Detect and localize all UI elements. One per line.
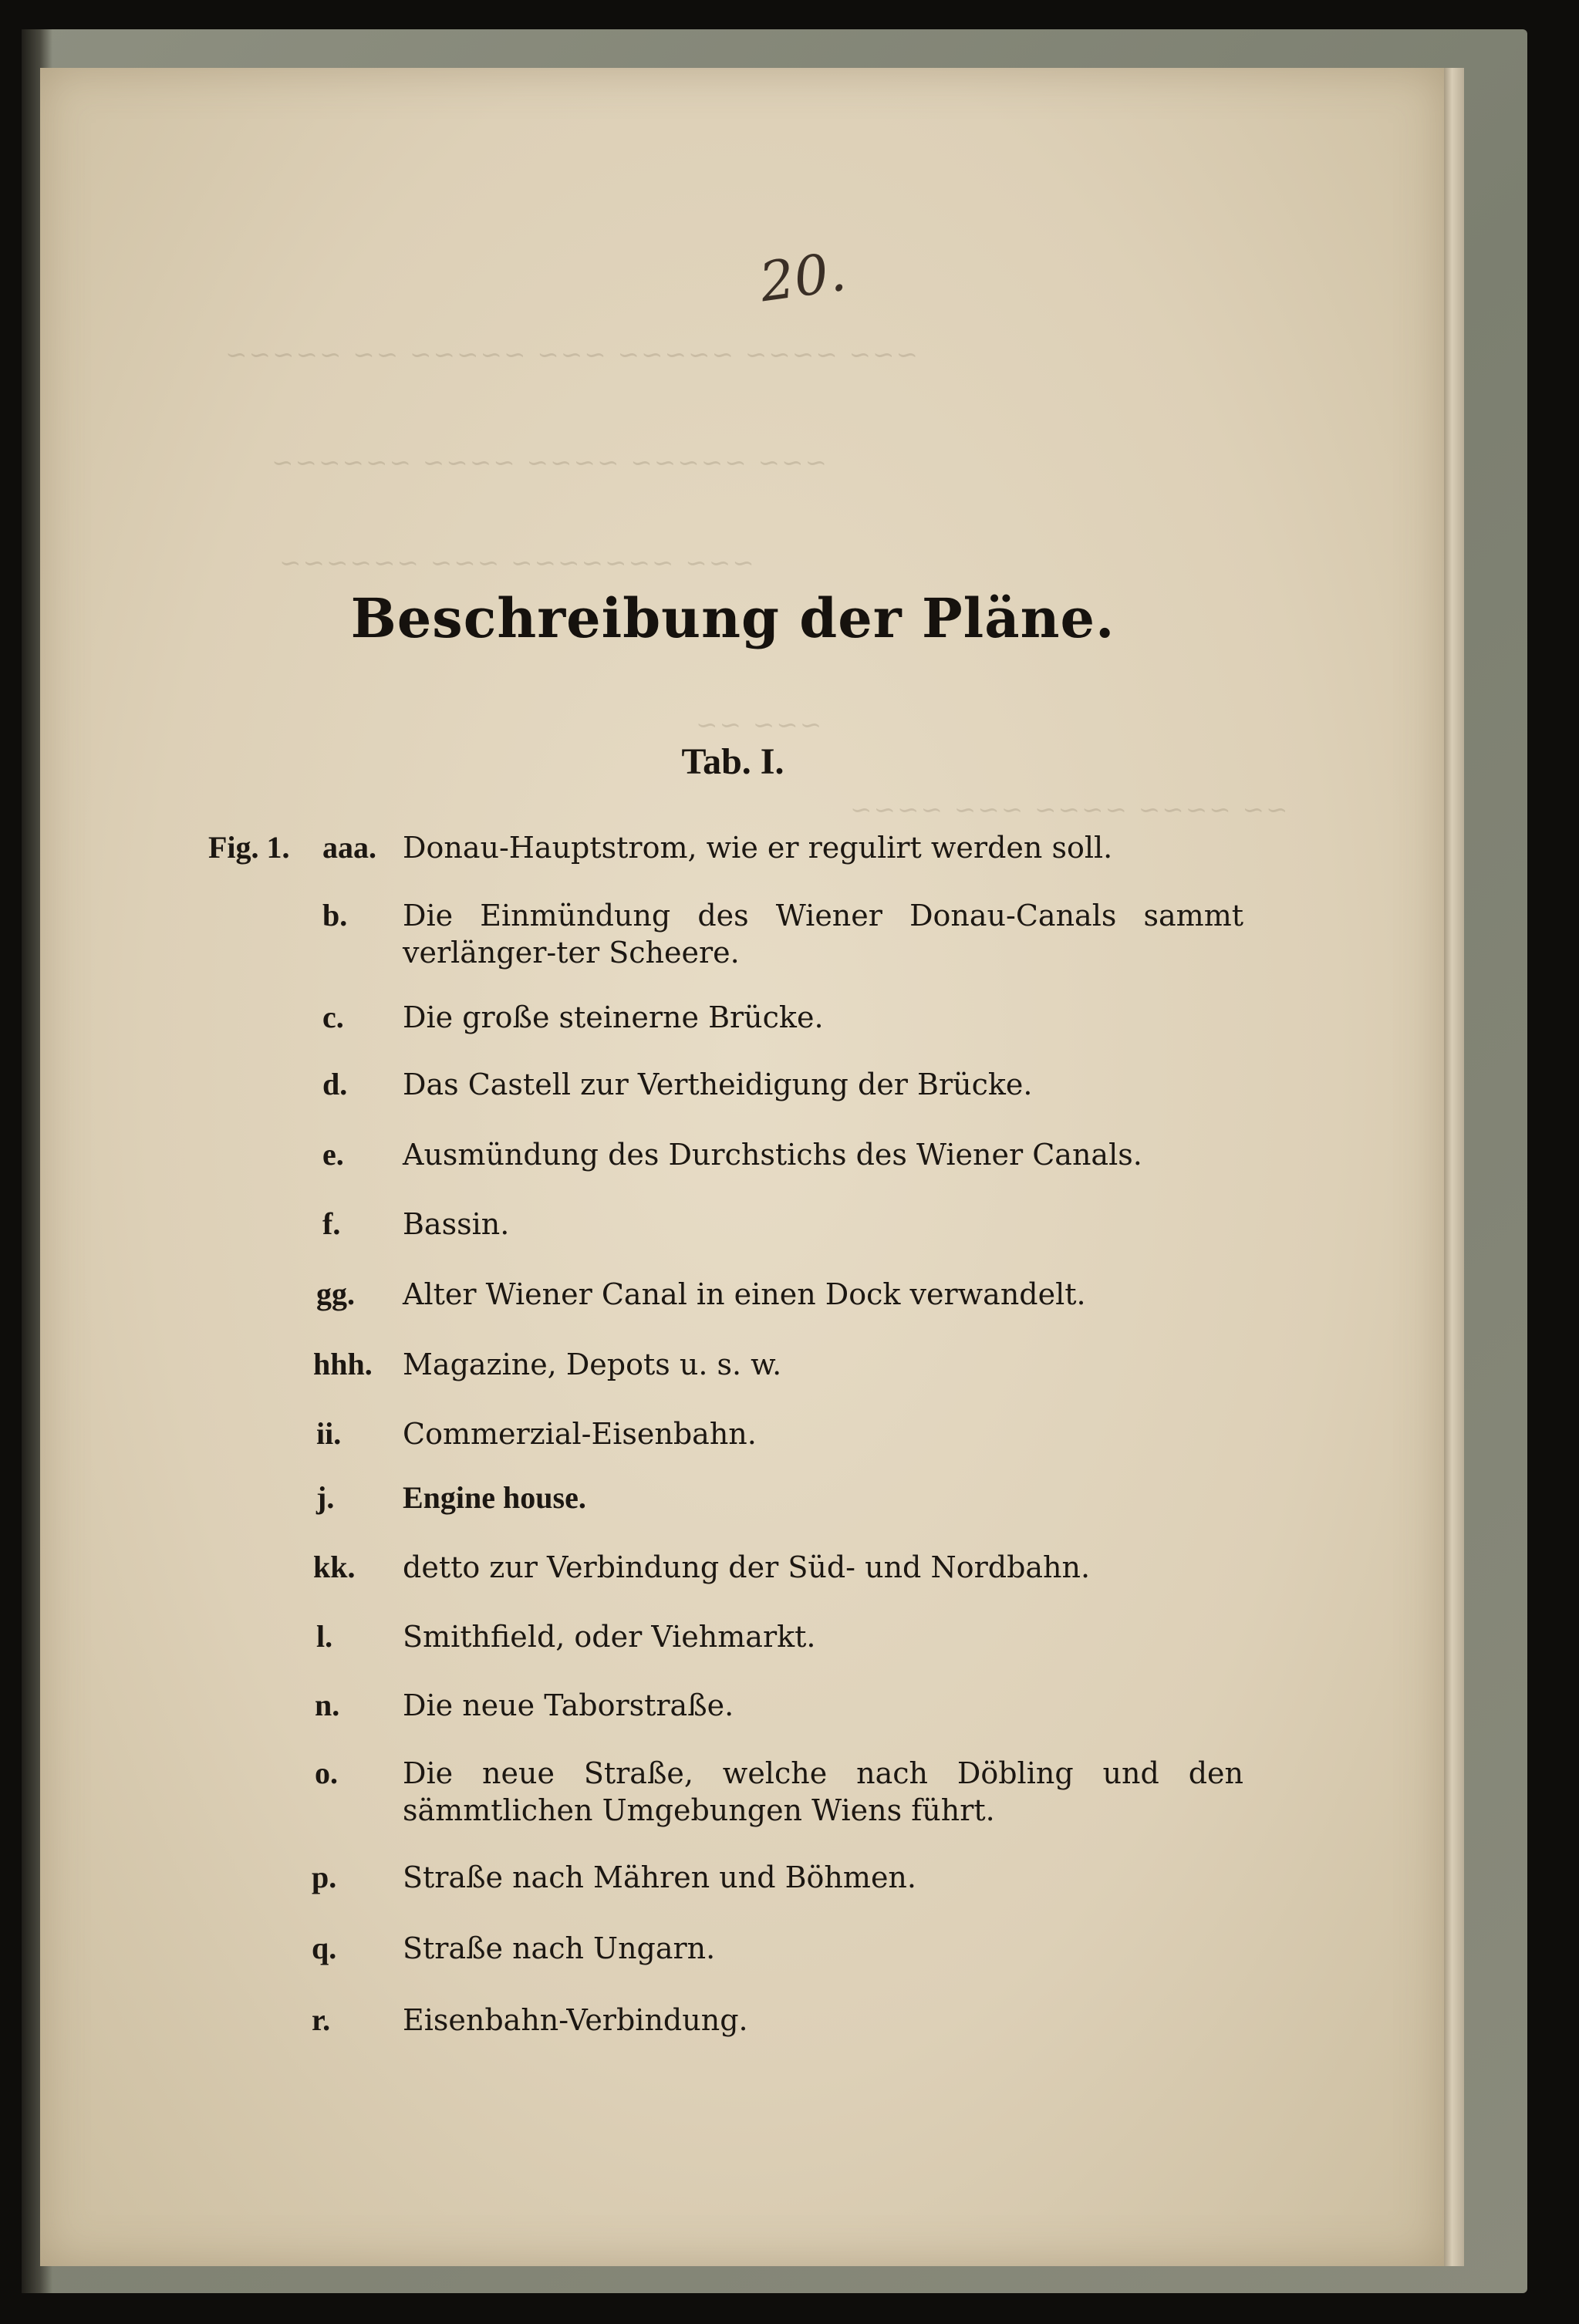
legend-text: Smithfield, oder Viehmarkt.	[403, 1620, 816, 1654]
legend-text: Donau-Hauptstrom, wie er regulirt werden soll.	[403, 831, 1113, 865]
legend-label: ii.	[316, 1416, 342, 1451]
legend-text: Straße nach Ungarn.	[403, 1931, 716, 1965]
show-through-line: ~~~ ~~~~ ~~~~~ ~~~ ~~~~~ ~~ ~~~~~	[224, 339, 919, 370]
legend-label: d.	[322, 1067, 348, 1101]
legend-label: c.	[322, 1000, 344, 1034]
show-through-line: ~~ ~~~~ ~~~~ ~~~ ~~~~	[849, 794, 1288, 825]
legend-label: e.	[322, 1137, 344, 1172]
legend-label: o.	[315, 1756, 338, 1790]
legend-text: Commerzial-Eisenbahn.	[403, 1417, 757, 1451]
legend-text: Ausmündung des Durchstichs des Wiener Canals.	[403, 1138, 1142, 1172]
legend-text: Engine house.	[403, 1480, 586, 1515]
legend-label: n.	[315, 1688, 340, 1722]
legend-text: Die neue Taborstraße.	[403, 1688, 734, 1722]
page-stack-edge	[1444, 68, 1464, 2266]
legend-text: Die Einmündung des Wiener Donau-Canals sammt verlänger-ter Scheere.	[403, 899, 1243, 970]
legend-text: Alter Wiener Canal in einen Dock verwandelt.	[403, 1277, 1086, 1311]
legend-text: Die neue Straße, welche nach Döbling und den sämmtlichen Umgebungen Wiens führt.	[403, 1756, 1243, 1827]
legend-text: Eisenbahn-Verbindung.	[403, 2003, 748, 2037]
legend-label: r.	[312, 2002, 331, 2037]
legend-label: gg.	[316, 1277, 355, 1311]
figure-label: Fig. 1.	[208, 830, 290, 865]
legend-text: Magazine, Depots u. s. w.	[403, 1348, 782, 1381]
show-through-line: ~~~ ~~~~~ ~~~~ ~~~~ ~~~~~~	[270, 447, 827, 478]
legend-label: p.	[312, 1860, 337, 1894]
legend-text: Das Castell zur Vertheidigung der Brücke.	[403, 1068, 1033, 1101]
legend-label: f.	[322, 1206, 341, 1241]
legend-label: hhh.	[313, 1347, 373, 1381]
legend-text: Die große steinerne Brücke.	[403, 1000, 824, 1034]
legend-label: j.	[316, 1480, 335, 1515]
legend-text: detto zur Verbindung der Süd- und Nordbahn.	[403, 1550, 1091, 1584]
show-through-line: ~~~ ~~	[694, 710, 822, 740]
legend-text: Straße nach Mähren und Böhmen.	[403, 1860, 916, 1894]
legend-text: Bassin.	[403, 1207, 510, 1241]
legend-label: b.	[322, 898, 348, 933]
legend-label: aaa.	[322, 830, 376, 865]
legend-label: q.	[312, 1931, 337, 1965]
table-heading: Tab. I.	[681, 741, 784, 782]
legend-label: l.	[316, 1619, 333, 1654]
legend-label: kk.	[313, 1550, 356, 1584]
show-through-line: ~~~ ~~~~~~~ ~~~ ~~~~~~	[278, 548, 754, 578]
page-number: 20.	[755, 239, 850, 315]
page-title: Beschreibung der Pläne.	[350, 586, 1115, 650]
